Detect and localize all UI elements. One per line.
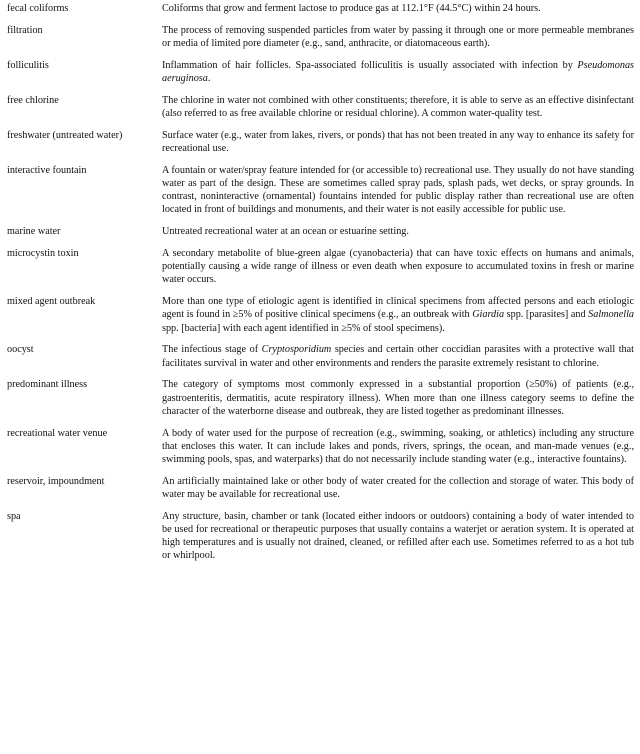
glossary-definition	[162, 295, 634, 335]
definition-text: Inflammation of hair follicles. Spa-associated folliculitis is usually associated with infection by	[162, 59, 578, 71]
glossary-entry	[7, 2, 634, 15]
definition-text: A secondary metabolite of blue-green algae (cyanobacteria) that can have toxic effects on humans and animals, potentially causing a wide range of illness or even death when exposure to accumulated toxins in fresh or marine water occurs.	[162, 248, 634, 286]
definition-text: spp. [bacteria] with each agent identified in ≥5% of stool specimens).	[162, 322, 445, 334]
definition-text: .	[207, 73, 211, 84]
definition-text: A body of water used for the purpose of recreation (e.g., swimming, soaking, or athletics) including any structure that encloses this water. It can include lakes and ponds, rivers, springs, the ocean, and man-made venues (e.g., swimming pools, spas, and waterparks) that do not necessarily include standing water (e.g., interactive fountains).	[162, 427, 634, 466]
glossary-entry	[7, 94, 634, 120]
glossary-definition	[162, 129, 634, 155]
glossary-entry	[7, 427, 634, 467]
glossary-term: microcystin toxin	[7, 248, 79, 259]
glossary-definition	[162, 94, 634, 120]
definition-text: Untreated recreational water at an ocean or estuarine setting.	[162, 226, 409, 238]
glossary-definition	[162, 2, 634, 15]
definition-text: The chlorine in water not combined with other constituents; therefore, it is able to serve as an effective disinfectant (also referred to as free available chlorine or residual chlorine). A common water-quality test.	[162, 94, 634, 119]
definition-text: The process of removing suspended particles from water by passing it through one or more permeable membranes or media of limited pore diameter (e.g., sand, anthracite, or diatomaceous earth).	[162, 24, 634, 49]
glossary-definition	[162, 225, 634, 238]
glossary-definition	[162, 59, 634, 85]
glossary-term: oocyst	[7, 344, 34, 356]
glossary-entry	[7, 129, 634, 155]
glossary-entry	[7, 247, 634, 287]
glossary-definition	[162, 510, 634, 563]
definition-text: An artificially maintained lake or other body of water created for the collection and storage of water. This body of water may be available for recreational use.	[162, 475, 634, 501]
glossary-definition	[162, 378, 634, 418]
glossary-term: marine water	[7, 226, 61, 238]
glossary-entry	[7, 343, 634, 369]
glossary-entry	[7, 378, 634, 418]
glossary-term: mixed agent outbreak	[7, 296, 96, 308]
glossary-term: filtration	[7, 24, 43, 36]
definition-italic-text: Cryptosporidium	[261, 344, 332, 356]
definition-text: species and certain other coccidian parasites with a protective wall that facilitates survival in water and other environments and renders the parasite extremely resistant to chlorine.	[162, 344, 634, 369]
definition-italic-text: Salmonella	[588, 309, 634, 321]
glossary-term: folliculitis	[7, 59, 49, 71]
glossary-definition	[162, 343, 634, 369]
glossary-definition	[162, 475, 634, 501]
definition-text: The category of symptoms most commonly expressed in a substantial proportion (≥50%) of patients (e.g., gastroenteritis, dermatitis, acute respiratory illness). When more than one illness category seems to define the character of the waterborne disease and outbreak, they are listed together as predominant illnesses.	[162, 379, 634, 417]
definition-text: The infectious stage of	[162, 344, 262, 356]
definition-text: A fountain or water/spray feature intended for (or accessible to) recreational use. They usually do not have standing water as part of the design. These are sometimes called spray pads, splash pads, wet decks, or spray grounds. In contrast, noninteractive (ornamental) fountains intended for public display rather than recreational use are often located in front of buildings and monuments, and their water is not easily accessible for public use.	[162, 164, 634, 216]
definition-italic-text: Giardia	[472, 309, 505, 321]
glossary-entry	[7, 59, 634, 85]
glossary-entry	[7, 510, 634, 563]
glossary-term: freshwater (untreated water)	[7, 129, 123, 141]
glossary-entry	[7, 225, 634, 238]
glossary-term: spa	[7, 510, 21, 522]
glossary-entry	[7, 24, 634, 50]
glossary-term: reservoir, impoundment	[7, 475, 105, 487]
glossary-term: fecal coliforms	[7, 3, 69, 14]
glossary-definition	[162, 427, 634, 467]
definition-text: Any structure, basin, chamber or tank (located either indoors or outdoors) containing a body of water intended to be used for recreational or therapeutic purposes that usually contains a waterjet or aeration system. It is operated at high temperatures and is usually not drained, cleaned, or refilled after each use. Sometimes referred to as a hot tub or whirlpool.	[162, 510, 634, 562]
definition-italic-text: Pseudomonas aeruginosa	[162, 59, 634, 84]
glossary-term: interactive fountain	[7, 164, 87, 176]
glossary-term: recreational water venue	[7, 427, 108, 439]
glossary-definition	[162, 24, 634, 50]
definition-text: Surface water (e.g., water from lakes, rivers, or ponds) that has not been treated in any way to enhance its safety for recreational use.	[162, 129, 634, 154]
definition-text: Coliforms that grow and ferment lactose to produce gas at 112.1°F (44.5°C) within 24 hours.	[162, 3, 541, 14]
glossary-term: predominant illness	[7, 379, 88, 391]
definition-text: More than one type of etiologic agent is identified in clinical specimens from affected persons and each etiologic agent is found in ≥5% of positive clinical specimens (e.g., an outbreak with	[162, 296, 634, 321]
glossary-entry	[7, 164, 634, 217]
glossary-entry	[7, 475, 634, 501]
glossary-definition	[162, 164, 634, 217]
definition-text: spp. [parasites] and	[504, 309, 589, 321]
glossary-definition	[162, 247, 634, 287]
glossary-entry	[7, 295, 634, 335]
glossary-term: free chlorine	[7, 94, 59, 106]
